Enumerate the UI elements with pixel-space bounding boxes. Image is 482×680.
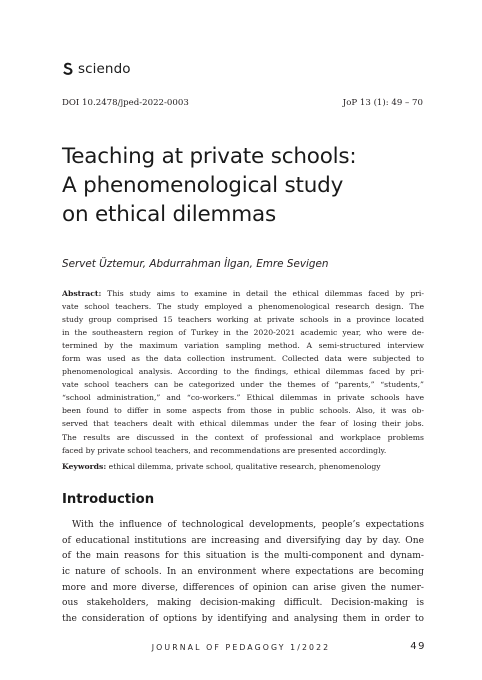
citation: JoP 13 (1): 49 – 70 [342, 98, 423, 108]
sciendo-s-logo-icon [62, 62, 74, 76]
abstract-line: been found to differ in some aspects from those in public schools. Also, it was ob- [62, 406, 424, 416]
article-title [62, 142, 422, 229]
author-list: Servet Üztemur, Abdurrahman İlgan, Emre Sevigen [62, 258, 329, 270]
introduction-body [62, 518, 424, 628]
publisher-name: sciendo [78, 61, 131, 77]
abstract-label: Abstract: [62, 289, 102, 298]
keywords-label: Keywords: [62, 462, 107, 471]
abstract-line: served that teachers dealt with ethical dilemmas under the fear of losing their jobs. [62, 419, 424, 429]
title-line: Teaching at private schools: [62, 144, 357, 169]
abstract-line: vate school teachers can be categorized under the themes of “parents,” “students,” [62, 380, 424, 390]
abstract-line: study group comprised 15 teachers working at private schools in a province located [62, 315, 424, 325]
body-line: the consideration of options by identifying and analysing them in order to [62, 614, 424, 625]
publisher-logo [62, 61, 131, 77]
page-number: 49 [410, 641, 426, 652]
abstract [62, 287, 424, 457]
article-meta [62, 98, 423, 108]
abstract-line: faced by private school teachers, and recommendations are presented accordingly. [62, 445, 387, 455]
keywords [62, 462, 381, 471]
abstract-line: in the southeastern region of Turkey in the 2020-2021 academic year, who were de- [62, 328, 424, 338]
abstract-line: Abstract: This study aims to examine in detail the ethical dilemmas faced by pri- [62, 289, 424, 298]
abstract-line: termined by the maximum variation sampling method. A semi-structured interview [62, 341, 424, 351]
keywords-text: ethical dilemma, private school, qualitative research, phenomenology [106, 462, 381, 471]
body-line: ous stakeholders, making decision-making difficult. Decision-making is [62, 598, 424, 609]
body-line: ic nature of schools. In an environment where expectations are becoming [62, 567, 424, 578]
abstract-line: vate school teachers. The study employed a phenomenological research design. The [62, 302, 424, 312]
body-line: of the main reasons for this situation is the multi-component and dynam- [62, 551, 424, 562]
title-line: A phenomenological study [62, 173, 344, 198]
body-line: more and more diverse, differences of opinion can arise given the numer- [62, 582, 424, 593]
title-line: on ethical dilemmas [62, 202, 276, 227]
body-line: With the influence of technological developments, people’s expectations [72, 520, 424, 530]
footer-journal-name: JOURNAL OF PEDAGOGY 1/2022 [151, 643, 331, 652]
doi: DOI 10.2478/jped-2022-0003 [62, 98, 189, 108]
abstract-line: The results are discussed in the context of professional and workplace problems [62, 432, 424, 442]
section-heading-introduction: Introduction [62, 492, 155, 507]
abstract-line: phenomenological analysis. According to the findings, ethical dilemmas faced by pri- [62, 367, 424, 377]
abstract-line: form was used as the data collection instrument. Collected data were subjected to [62, 354, 424, 364]
body-line: of educational institutions are increasing and diversifying day by day. One [62, 535, 424, 546]
abstract-line: “school administration,” and “co-workers.” Ethical dilemmas in private schools have [62, 393, 424, 403]
